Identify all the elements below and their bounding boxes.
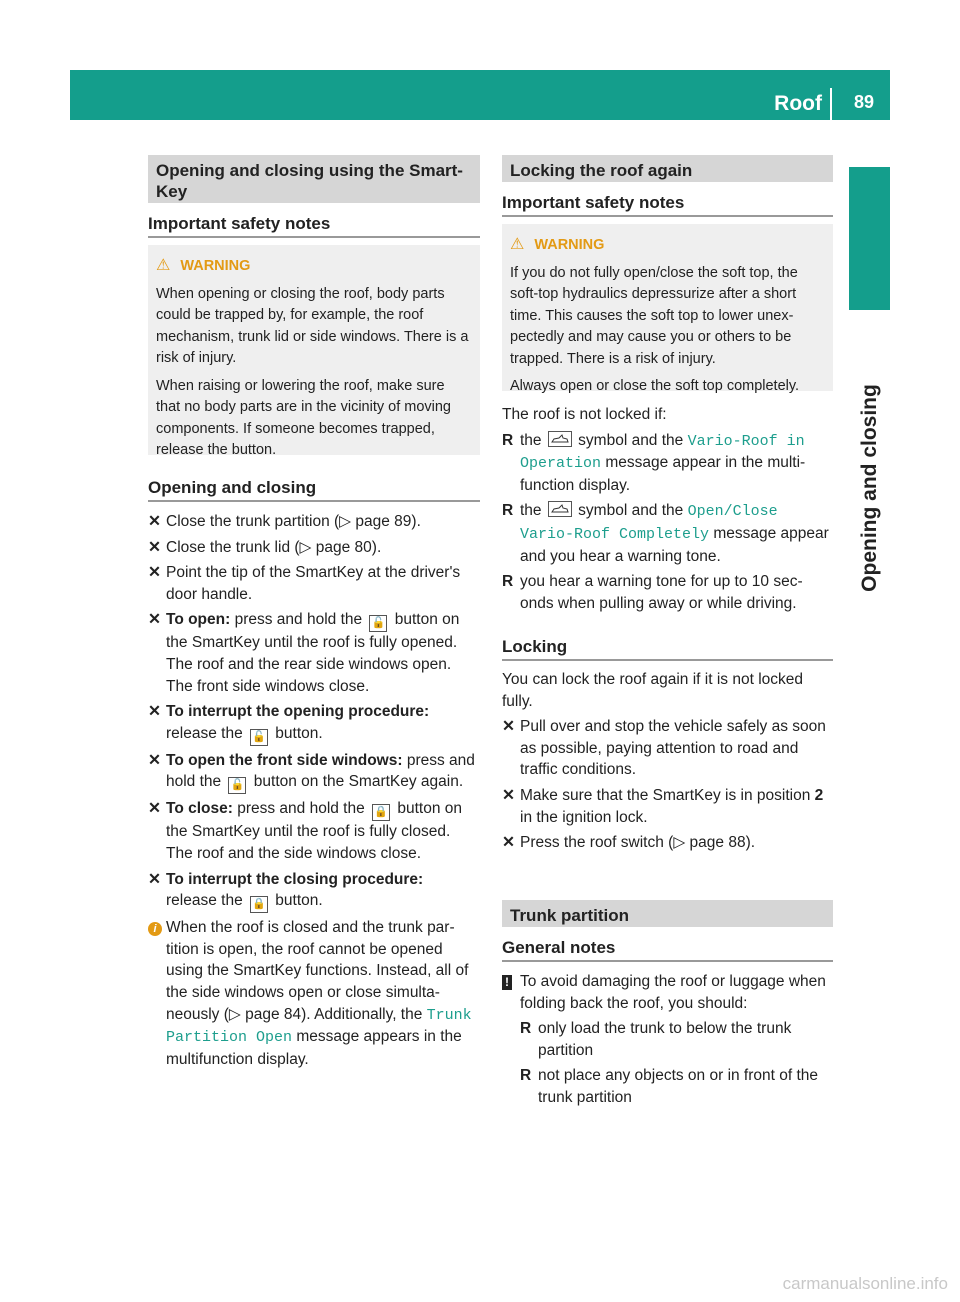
list-item: ✕ Close the trunk lid (▷ page 80). (148, 538, 382, 556)
steps-list (148, 511, 480, 1074)
section-bar-smartkey (148, 155, 480, 203)
list-item: ✕ Close the trunk partition (▷ page 89). (148, 513, 421, 530)
subheading-general: General notes (502, 938, 616, 957)
subheading-safety: Important safety notes (148, 214, 331, 233)
lock-icon: 🔒 (250, 896, 268, 913)
not-locked-list: The roof is not locked if: R the symbol and the Vario-Roof in Operation message appear in the multi-function display. R the symbol and the Open/Close Vario-Roof Completely message appear and you hear a warning tone. R you hear a warning tone for up to 10 sec-onds when pulling away or while driving. (502, 404, 833, 618)
unlock-icon: 🔓 (228, 777, 246, 794)
list-item: ✕ To interrupt the closing procedure: release the 🔒 button. (148, 869, 480, 914)
unlock-icon: 🔓 (369, 615, 387, 632)
section-bar-trunk (502, 900, 833, 927)
warning-text: When raising or lowering the roof, make sure that no body parts are in the vicinity of moving components. If someone becomes trapped, release the button. (156, 377, 451, 458)
list-item: ✕ To open the front side windows: press and hold the 🔓 button on the SmartKey again. (148, 750, 480, 795)
list-item: R you hear a warning tone for up to 10 sec-onds when pulling away or while driving. (502, 573, 803, 612)
divider (502, 960, 833, 962)
notice: ! To avoid damaging the roof or luggage when folding back the roof, you should: (502, 971, 833, 1014)
subheading-opening-closing: Opening and closing (148, 478, 317, 497)
watermark: carmanualsonline.info (782, 1274, 948, 1293)
lock-icon: 🔒 (372, 804, 390, 821)
section-bar-locking (502, 155, 833, 182)
list-item: ✕ Press the roof switch (▷ page 88). (502, 834, 756, 852)
section-title: Trunk partition (510, 906, 629, 925)
section-title: Opening and closing using the Smart-Key (156, 161, 463, 201)
locking-list: You can lock the roof again if it is not locked fully. ✕ Pull over and stop the vehicle safely as soon as possible, paying attention to road and traffic conditions. ✕ Make sure that the SmartKey is in position 2 in the ignition lock. ✕ Press the roof switch (▷ page 88). (502, 669, 833, 858)
warning-title: WARNING (534, 237, 605, 253)
page-number: 89 (853, 92, 874, 112)
divider (502, 215, 833, 217)
divider (148, 236, 480, 238)
convertible-car-icon (548, 501, 572, 517)
list-item: R the symbol and the Vario-Roof in Operation message appear in the multi-function display. (502, 431, 806, 494)
convertible-car-icon (548, 431, 572, 447)
list-item: ✕ Point the tip of the SmartKey at the driver's door handle. (148, 564, 461, 603)
header-divider (830, 88, 832, 120)
unlock-icon: 🔓 (250, 729, 268, 746)
divider (148, 500, 480, 502)
list-item: ✕ To interrupt the opening procedure: release the 🔓 button. (148, 701, 480, 746)
divider (502, 659, 833, 661)
side-tab (850, 318, 890, 658)
section-title: Locking the roof again (510, 161, 693, 180)
side-tab-label: Opening and closing (858, 384, 881, 592)
subheading-safety: Important safety notes (502, 193, 685, 212)
warning-triangle-icon: ⚠ (156, 257, 171, 274)
warning-box (502, 224, 833, 394)
list-item: R the symbol and the Open/Close Vario-Roof Completely message appear and you hear a warning tone. (502, 502, 829, 565)
info-icon: i (148, 922, 162, 936)
list-item: ✕ Make sure that the SmartKey is in position 2 in the ignition lock. (502, 786, 824, 826)
warning-title: WARNING (180, 258, 251, 274)
warning-text: Always open or close the soft top completely. (510, 378, 800, 394)
side-tab-marker (849, 167, 890, 310)
warning-triangle-icon: ⚠ (510, 236, 525, 253)
subheading-locking: Locking (502, 637, 568, 656)
list-item: R only load the trunk to below the trunk partition (520, 1020, 792, 1059)
header-title: Roof (774, 92, 822, 115)
page-header (70, 70, 890, 120)
warning-text: When opening or closing the roof, body parts could be trapped by, for example, the roof mechanism, trunk lid or side windows. There is a risk of injury. (156, 285, 469, 366)
warning-box (148, 245, 480, 458)
warning-text: If you do not fully open/close the soft top, the soft-top hydraulics depressurize after a short time. This causes the soft top to lower unex-pectedly and may cause you or others to be trapped. There is a risk of injury. (510, 264, 798, 367)
notice-list (502, 971, 833, 1113)
list-item: ✕ To close: press and hold the 🔒 button on the SmartKey until the roof is fully closed. The roof and the side windows close. (148, 800, 462, 862)
list-item: ✕ To open: press and hold the 🔓 button on the SmartKey until the roof is fully opened. The roof and the rear side windows open. The front side windows close. (148, 611, 460, 695)
info-note: i When the roof is closed and the trunk par-tition is open, the roof cannot be opened using the SmartKey functions. Instead, all of the side windows open or close simulta-neously (▷ page 84). Additionally, the Trunk Partition Open message appears in the multifunction display. (148, 917, 480, 1070)
list-item: R not place any objects on or in front of the trunk partition (520, 1067, 819, 1106)
list-item: ✕ Pull over and stop the vehicle safely as soon as possible, paying attention to road and traffic conditions. (502, 718, 826, 779)
exclamation-icon: ! (502, 975, 512, 990)
